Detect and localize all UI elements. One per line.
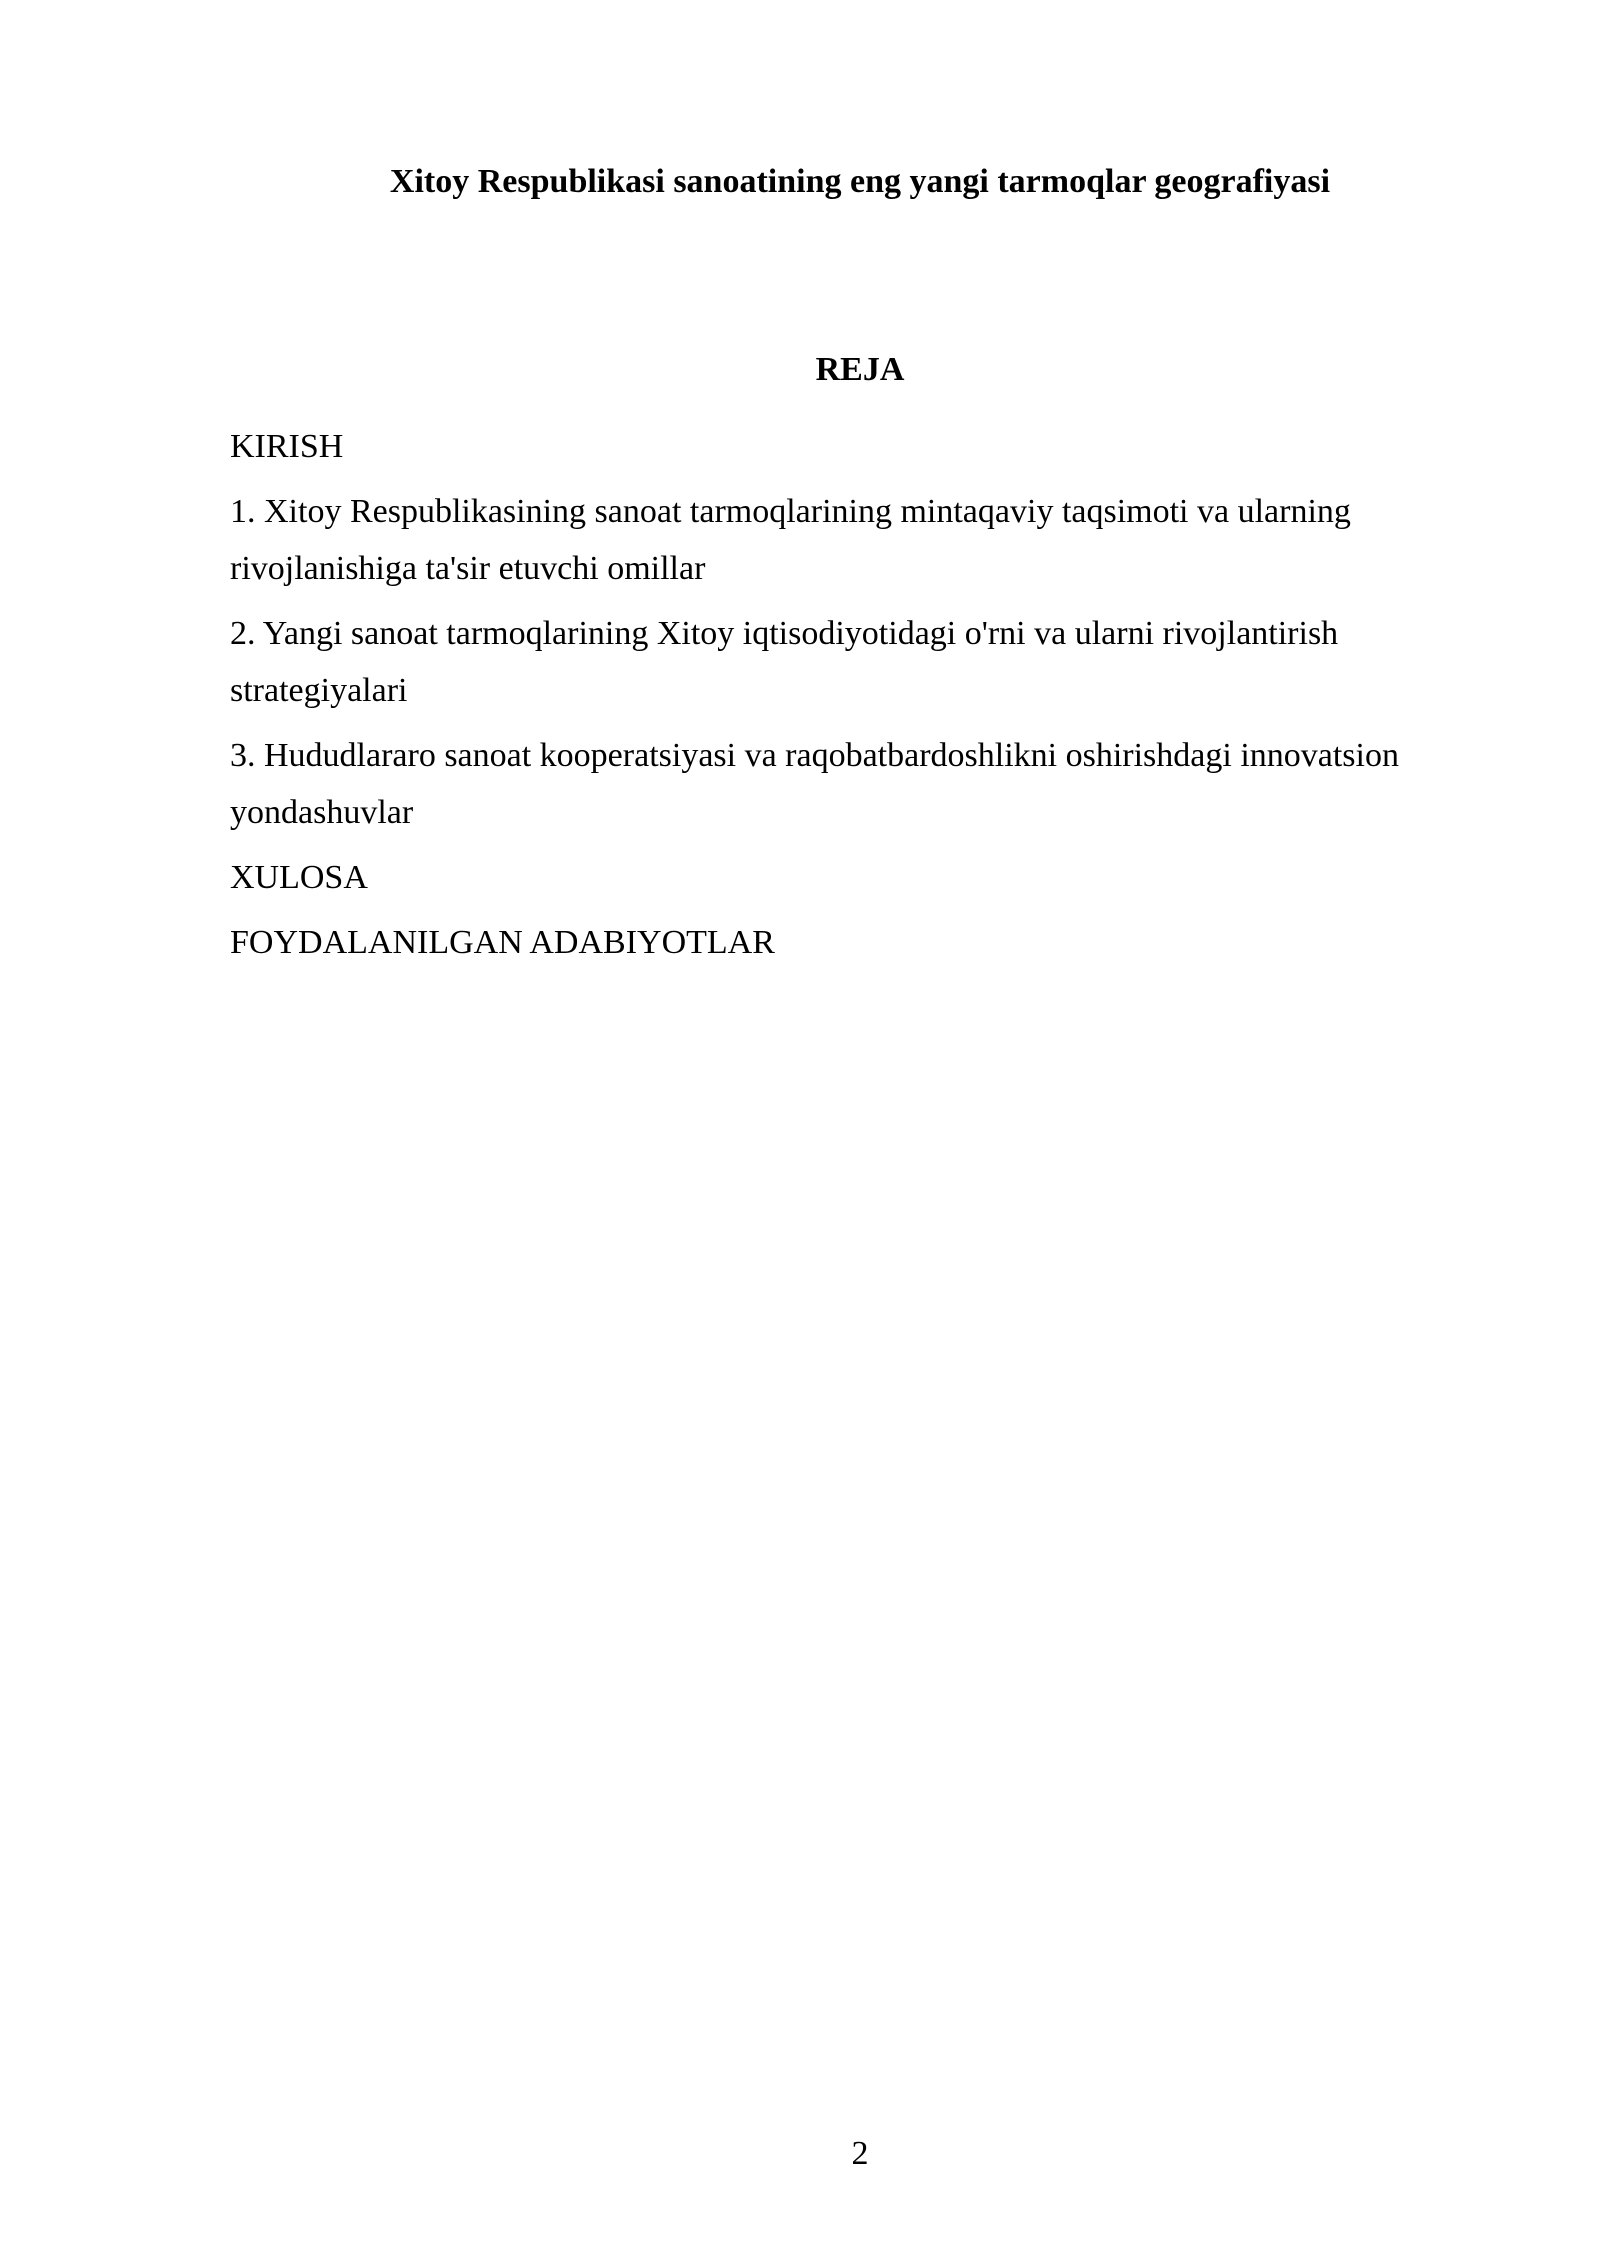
page-number: 2 <box>851 2135 869 2172</box>
plan-list <box>230 418 1490 979</box>
plan-item-conclusion: XULOSA <box>230 859 368 896</box>
plan-heading: REJA <box>815 351 905 388</box>
document-title: Xitoy Respublikasi sanoatining eng yangi tarmoqlar geografiyasi <box>389 163 1331 200</box>
plan-item-references: FOYDALANILGAN ADABIYOTLAR <box>230 924 775 961</box>
plan-item-3: 3. Hududlararo sanoat kooperatsiyasi va raqobatbardoshlikni oshirishdagi innovatsion yondashuvlar <box>230 737 1399 831</box>
plan-item-introduction: KIRISH <box>230 428 344 465</box>
plan-item-1: 1. Xitoy Respublikasining sanoat tarmoqlarining mintaqaviy taqsimoti va ularning rivojlanishiga ta'sir etuvchi omillar <box>230 493 1351 587</box>
plan-item-2: 2. Yangi sanoat tarmoqlarining Xitoy iqtisodiyotidagi o'rni va ularni rivojlantirish strategiyalari <box>230 615 1339 709</box>
